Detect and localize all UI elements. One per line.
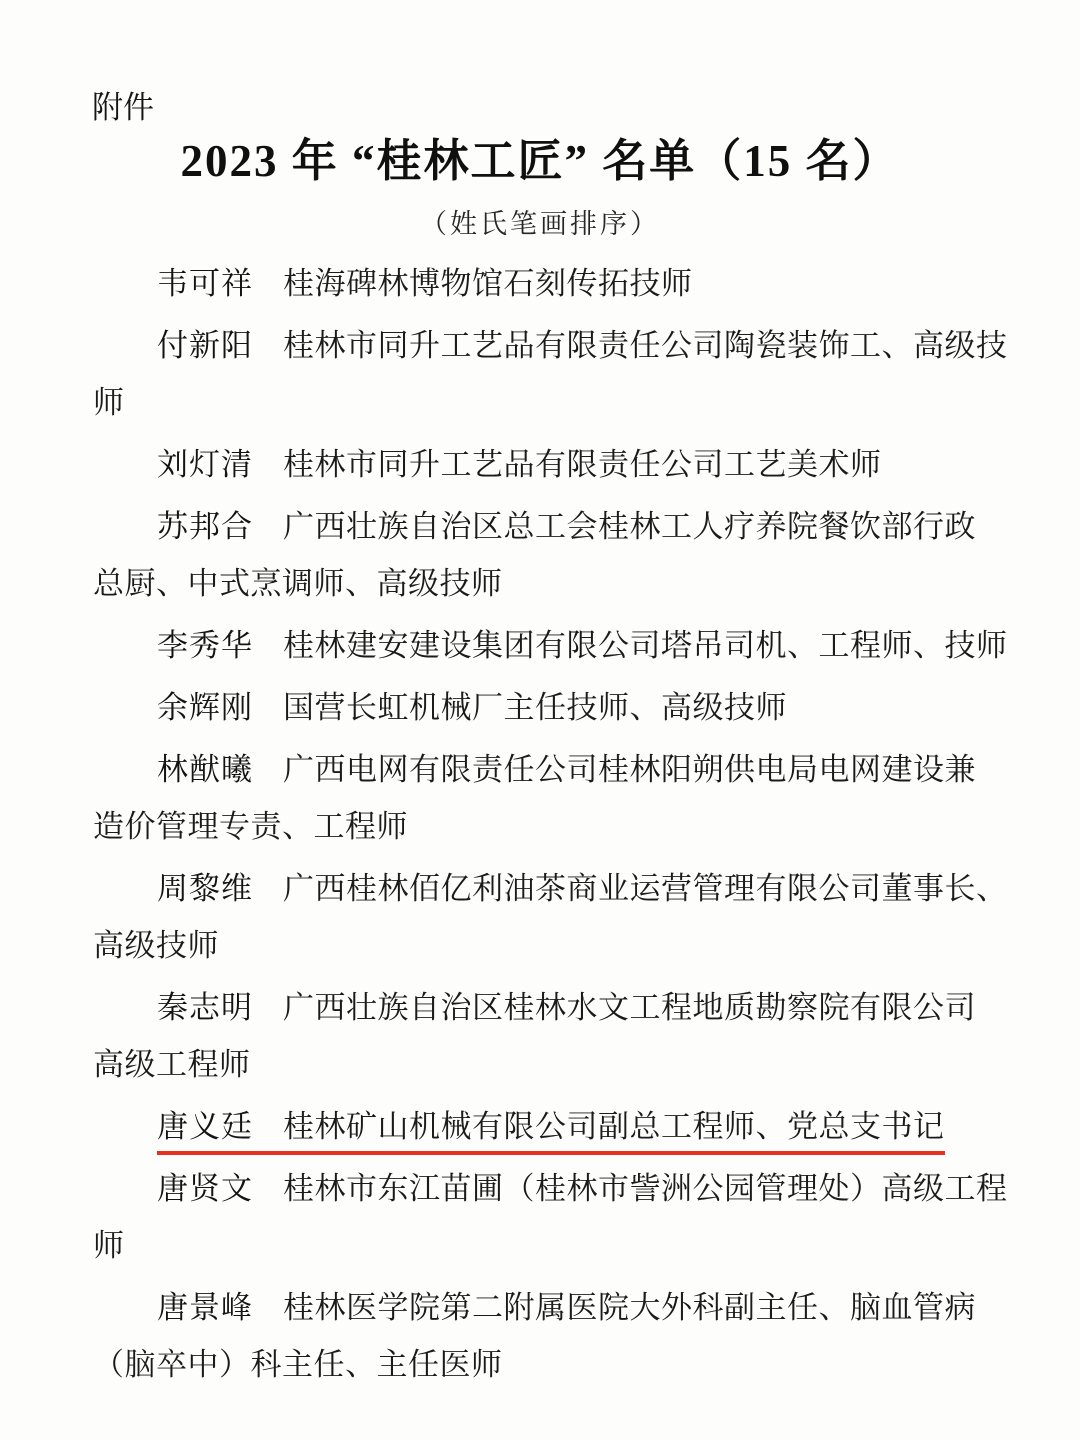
awardee-name: 刘灯清	[157, 447, 253, 482]
entry-first-line	[93, 1279, 1023, 1336]
awardee-name: 唐贤文	[157, 1171, 253, 1206]
awardee-name: 李秀华	[157, 628, 253, 663]
awardee-name: 苏邦合	[157, 509, 253, 544]
entry-first-line	[93, 1160, 1023, 1217]
list-item	[93, 317, 1023, 431]
entry-first-line	[93, 436, 1023, 493]
entry-first-line	[93, 255, 1023, 312]
list-item	[93, 617, 1023, 674]
entry-first-line	[93, 617, 1023, 674]
awardee-name: 唐义廷	[157, 1109, 253, 1144]
attachment-label: 附件	[92, 90, 154, 125]
list-item	[93, 1279, 1023, 1393]
awardee-title: 桂林市同升工艺品有限责任公司工艺美术师	[283, 447, 882, 482]
awardee-title: 国营长虹机械厂主任技师、高级技师	[283, 690, 787, 725]
entry-first-line	[93, 979, 1023, 1036]
awardee-title: 桂林建安建设集团有限公司塔吊司机、工程师、技师	[283, 628, 1008, 663]
awardee-title-continuation: 造价管理专责、工程师	[93, 809, 408, 844]
awardee-title-continuation: 高级技师	[93, 928, 219, 963]
entry-first-line	[93, 860, 1023, 917]
awardee-title-continuation: 师	[93, 385, 125, 420]
awardee-title: 桂林市东江苗圃（桂林市訾洲公园管理处）高级工程	[283, 1171, 1008, 1206]
red-underline-highlight	[157, 1109, 945, 1155]
list-item	[93, 1098, 1023, 1155]
awardee-title: 广西电网有限责任公司桂林阳朔供电局电网建设兼	[283, 752, 976, 787]
awardee-name: 林猷曦	[157, 752, 253, 787]
awardee-title: 桂林市同升工艺品有限责任公司陶瓷装饰工、高级技	[283, 328, 1008, 363]
list-item	[93, 860, 1023, 974]
list-item	[93, 679, 1023, 736]
entry-first-line	[93, 317, 1023, 374]
list-item	[93, 979, 1023, 1093]
awardee-title: 桂林矿山机械有限公司副总工程师、党总支书记	[283, 1109, 945, 1144]
list-item	[93, 436, 1023, 493]
list-item	[93, 741, 1023, 855]
awardee-name: 韦可祥	[157, 266, 253, 301]
awardee-name: 周黎维	[157, 871, 253, 906]
awardee-list	[93, 255, 1023, 1398]
awardee-title: 桂海碑林博物馆石刻传拓技师	[283, 266, 693, 301]
awardee-title-continuation: 高级工程师	[93, 1047, 251, 1082]
awardee-title-continuation: （脑卒中）科主任、主任医师	[93, 1347, 503, 1382]
awardee-title: 桂林医学院第二附属医院大外科副主任、脑血管病	[283, 1290, 976, 1325]
awardee-name: 余辉刚	[157, 690, 253, 725]
entry-first-line	[93, 1098, 1023, 1155]
entry-first-line	[93, 741, 1023, 798]
list-item	[93, 255, 1023, 312]
page-title: 2023 年 “桂林工匠” 名单（15 名）	[180, 136, 900, 186]
awardee-title: 广西桂林佰亿利油茶商业运营管理有限公司董事长、	[283, 871, 1008, 906]
awardee-title: 广西壮族自治区桂林水文工程地质勘察院有限公司	[283, 990, 976, 1025]
awardee-title-continuation: 总厨、中式烹调师、高级技师	[93, 566, 503, 601]
page-subtitle: （姓氏笔画排序）	[420, 209, 660, 239]
list-item	[93, 1160, 1023, 1274]
entry-first-line	[93, 679, 1023, 736]
awardee-name: 秦志明	[157, 990, 253, 1025]
entry-first-line	[93, 498, 1023, 555]
awardee-name: 付新阳	[157, 328, 253, 363]
awardee-title-continuation: 师	[93, 1228, 125, 1263]
awardee-name: 唐景峰	[157, 1290, 253, 1325]
list-item	[93, 498, 1023, 612]
awardee-title: 广西壮族自治区总工会桂林工人疗养院餐饮部行政	[283, 509, 976, 544]
